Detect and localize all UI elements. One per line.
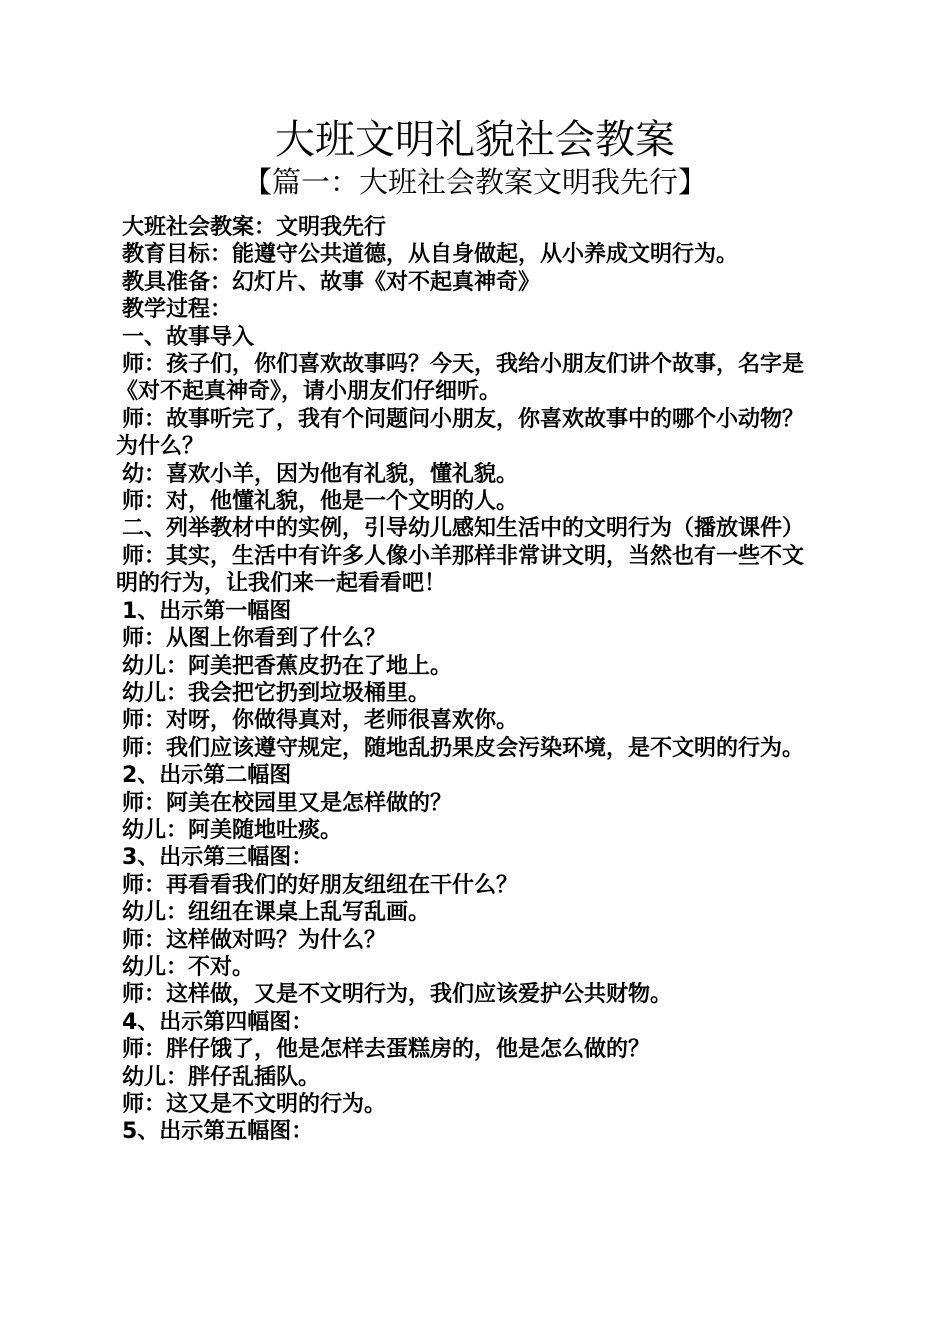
- body-paragraph: 2、出示第二幅图: [122, 763, 292, 789]
- body-paragraph: 大班社会教案：文明我先行: [122, 215, 387, 240]
- body-paragraph: 师：这样做对吗？为什么？: [122, 927, 387, 953]
- body-paragraph: 幼儿：不对。: [122, 954, 255, 980]
- body-paragraph: 师：这又是不文明的行为。: [122, 1092, 387, 1117]
- body-paragraph: 教具准备：幻灯片、故事《对不起真神奇》: [122, 269, 541, 295]
- body-paragraph: 师：再看看我们的好朋友纽纽在干什么？: [122, 872, 519, 898]
- body-paragraph: 师：从图上你看到了什么？: [122, 626, 387, 652]
- body-paragraph: 一、故事导入: [122, 324, 255, 350]
- body-paragraph: 二、列举教材中的实例，引导幼儿感知生活中的文明行为（播放课件）: [122, 516, 805, 542]
- body-paragraph: 教育目标：能遵守公共道德，从自身做起，从小养成文明行为。: [122, 242, 739, 268]
- body-paragraph: 师：我们应该遵守规定，随地乱扔果皮会污染环境，是不文明的行为。: [122, 735, 805, 761]
- body-paragraph: 幼儿：阿美把香蕉皮扔在了地上。: [122, 653, 453, 679]
- body-paragraph: 师：这样做，又是不文明行为，我们应该爱护公共财物。: [122, 982, 673, 1008]
- body-paragraph: 教学过程：: [122, 297, 233, 323]
- body-paragraph: 师：对，他懂礼貌，他是一个文明的人。: [122, 489, 519, 515]
- body-paragraph: 幼儿：阿美随地吐痰。: [122, 817, 343, 843]
- body-paragraph: 师：孩子们，你们喜欢故事吗？今天，我给小朋友们讲个故事，名字是《对不起真神奇》，请小朋友们仔细听。: [116, 352, 805, 405]
- document-subtitle: 【篇一：大班社会教案文明我先行】: [242, 165, 707, 199]
- body-paragraph: 5、出示第五幅图：: [122, 1119, 314, 1145]
- body-paragraph: 幼儿：胖仔乱插队。: [122, 1064, 321, 1090]
- body-paragraph: 4、出示第四幅图：: [122, 1009, 314, 1035]
- body-paragraph: 幼：喜欢小羊，因为他有礼貌，懂礼貌。: [122, 461, 519, 487]
- document-title: 大班文明礼貌社会教案: [275, 117, 675, 163]
- body-paragraph: 师：故事听完了，我有个问题问小朋友，你喜欢故事中的哪个小动物？为什么？: [116, 406, 805, 460]
- body-paragraph: 师：其实，生活中有许多人像小羊那样非常讲文明，当然也有一些不文明的行为，让我们来一起看看吧！: [116, 543, 805, 597]
- body-paragraph: 师：胖仔饿了，他是怎样去蛋糕房的，他是怎么做的？: [122, 1037, 651, 1063]
- body-paragraph: 幼儿：我会把它扔到垃圾桶里。: [122, 680, 431, 706]
- body-paragraph: 师：对呀，你做得真对，老师很喜欢你。: [122, 708, 519, 734]
- body-paragraph: 幼儿：纽纽在课桌上乱写乱画。: [122, 900, 431, 926]
- body-paragraph: 师：阿美在校园里又是怎样做的？: [122, 790, 453, 816]
- body-paragraph: 3、出示第三幅图：: [122, 845, 314, 871]
- document-body: [116, 214, 822, 1146]
- body-paragraph: 1、出示第一幅图: [122, 598, 292, 624]
